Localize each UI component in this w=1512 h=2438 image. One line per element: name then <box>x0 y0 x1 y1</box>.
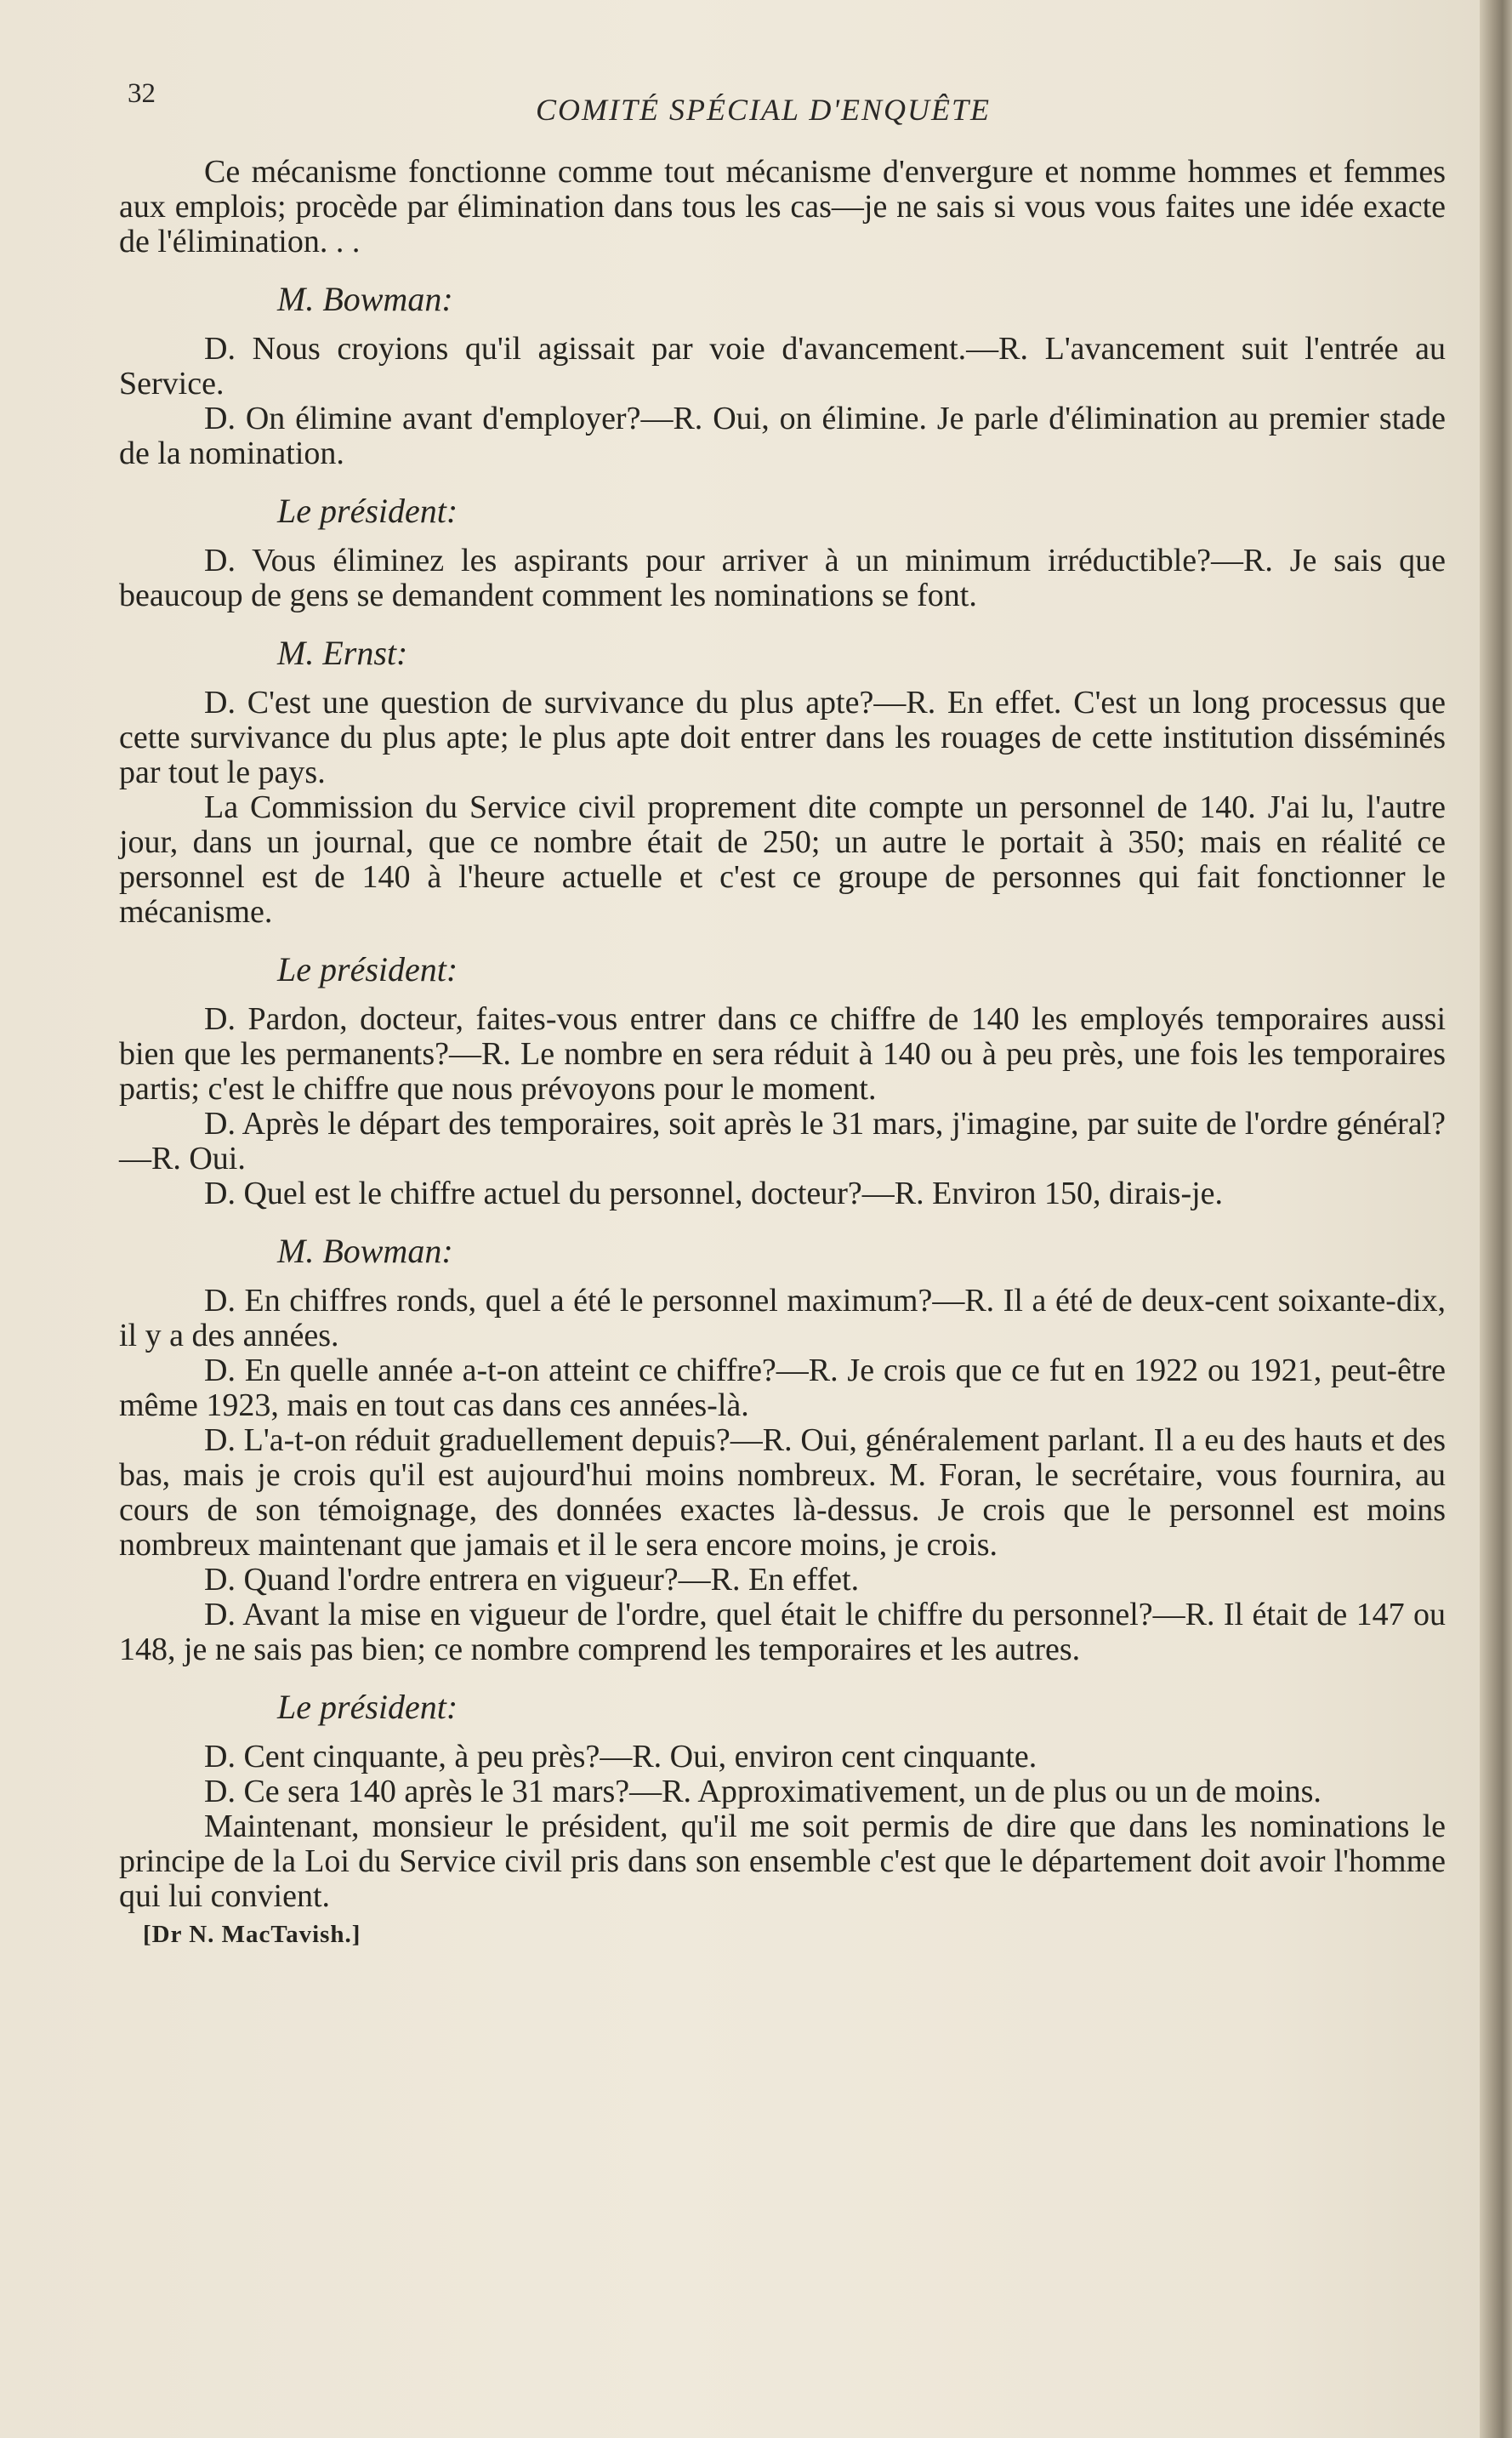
paragraph: La Commission du Service civil proprement dite compte un personnel de 140. J'ai lu, l'autre jour, dans un journal, que ce nombre était de 250; un autre le portait à 350; mais en réalité ce personnel est de 140 à l'heure actuelle et c'est ce groupe de personnes qui fait fonctionner le mécanisme. <box>119 789 1446 930</box>
paragraph: Maintenant, monsieur le président, qu'il me soit permis de dire que dans les nominations le principe de la Loi du Service civil pris dans son ensemble c'est que le département doit avoir l'homme qui lui convient. <box>119 1809 1446 1914</box>
speaker-heading: M. Bowman: <box>277 280 453 318</box>
speaker-heading: M. Ernst: <box>277 634 408 672</box>
paragraph: D. Vous éliminez les aspirants pour arriver à un minimum irréductible?—R. Je sais que beaucoup de gens se demandent comment les nominations se font. <box>119 543 1446 613</box>
paragraph: D. En chiffres ronds, quel a été le personnel maximum?—R. Il a été de deux-cent soixante-dix, il y a des années. <box>119 1283 1446 1353</box>
speaker-heading: Le président: <box>277 1688 458 1726</box>
paragraph: D. En quelle année a-t-on atteint ce chiffre?—R. Je crois que ce fut en 1922 ou 1921, peut-être même 1923, mais en tout cas dans ces années-là. <box>119 1353 1446 1423</box>
speaker-heading: M. Bowman: <box>277 1232 453 1270</box>
book-spine-shadow <box>1480 0 1512 2438</box>
paragraph: D. L'a-t-on réduit graduellement depuis?—R. Oui, généralement parlant. Il a eu des hauts et des bas, mais je crois qu'il est aujourd'hui moins nombreux. M. Foran, le secrétaire, vous fournira, au cours de son témoignage, des données exactes là-dessus. Je crois que le personnel est moins nombreux maintenant que jamais et il le sera encore moins, je crois. <box>119 1422 1446 1563</box>
running-title: COMITÉ SPÉCIAL D'ENQUÊTE <box>536 93 992 127</box>
paragraph: D. Nous croyions qu'il agissait par voie d'avancement.—R. L'avancement suit l'entrée au Service. <box>119 331 1446 402</box>
paragraph: D. Cent cinquante, à peu près?—R. Oui, environ cent cinquante. <box>204 1739 1037 1774</box>
speaker-heading: Le président: <box>277 492 458 530</box>
page-number: 32 <box>128 78 156 109</box>
paragraph: D. On élimine avant d'employer?—R. Oui, on élimine. Je parle d'élimination au premier stade de la nomination. <box>119 401 1446 471</box>
document-body <box>119 155 1446 1952</box>
paragraph: D. Ce sera 140 après le 31 mars?—R. Approximativement, un de plus ou un de moins. <box>204 1774 1322 1809</box>
paragraph: D. Avant la mise en vigueur de l'ordre, quel était le chiffre du personnel?—R. Il était de 147 ou 148, je ne sais pas bien; ce nombre comprend les temporaires et les autres. <box>119 1597 1446 1667</box>
paragraph: D. Quand l'ordre entrera en vigueur?—R. En effet. <box>204 1562 860 1598</box>
paragraph: Ce mécanisme fonctionne comme tout mécanisme d'envergure et nomme hommes et femmes aux emplois; procède par élimination dans tous les cas—je ne sais si vous vous faites une idée exacte de l'élimination. . . <box>119 154 1446 259</box>
paragraph: D. Pardon, docteur, faites-vous entrer dans ce chiffre de 140 les employés temporaires aussi bien que les permanents?—R. Le nombre en sera réduit à 140 ou à peu près, une fois les temporaires partis; c'est le chiffre que nous prévoyons pour le moment. <box>119 1001 1446 1107</box>
speaker-heading: Le président: <box>277 950 458 988</box>
paragraph: D. C'est une question de survivance du plus apte?—R. En effet. C'est un long processus que cette survivance du plus apte; le plus apte doit entrer dans les rouages de cette institution disséminés par tout le pays. <box>119 685 1446 790</box>
paragraph: D. Quel est le chiffre actuel du personnel, docteur?—R. Environ 150, dirais-je. <box>204 1176 1224 1211</box>
paragraph: D. Après le départ des temporaires, soit après le 31 mars, j'imagine, par suite de l'ordre général?—R. Oui. <box>119 1106 1446 1176</box>
speaker-attribution: [Dr N. MacTavish.] <box>143 1921 361 1948</box>
